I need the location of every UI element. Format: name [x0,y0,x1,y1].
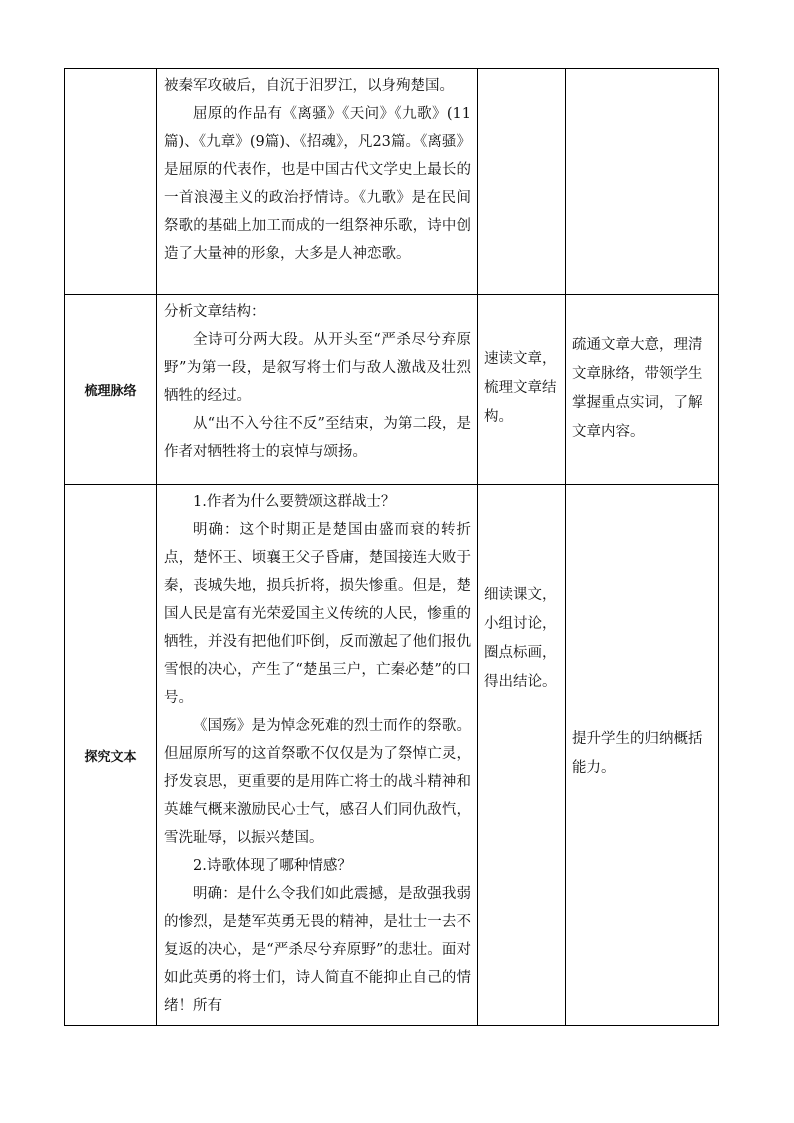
activity-text: 速读文章，梳理文章结构。 [484,351,557,425]
goal-cell [566,295,719,485]
activity-cell [478,69,566,295]
goal-text: 提升学生的归纳概括能力。 [572,731,703,776]
activity-text: 细读课文，小组讨论，圈点标画，得出结论。 [484,587,557,690]
content-paragraph: 明确：这个时期正是楚国由盛而衰的转折点，楚怀王、顷襄王父子昏庸，楚国接连大败于秦，丧城失地，损兵折将，损失惨重。但是，楚国人民是富有光荣爱国主义传统的人民，惨重的牺牲，并没有把他们吓倒，反而激起了他们报仇雪恨的决心，产生了“楚虽三户，亡秦必楚”的口号。 [164,522,471,706]
section-label-cell [65,485,157,1026]
activity-text [478,69,565,75]
goal-cell [566,69,719,295]
content-paragraph: 被秦军攻破后，自沉于汨罗江，以身殉楚国。 [164,78,454,94]
table-row [65,295,719,485]
goal-text: 疏通文章大意，理清文章脉络，带领学生掌握重点实词，了解文章内容。 [572,336,703,440]
content-paragraph: 明确：是什么令我们如此震撼，是敌强我弱的惨烈，是楚军英勇无畏的精神，是壮士一去不复返的决心，是“严杀尽兮弃原野”的悲壮。面对如此英勇的将士们，诗人简直不能抑止自己的情绪！所有 [164,886,471,1014]
content-paragraph: 《国殇》是为悼念死难的烈士而作的祭歌。但屈原所写的这首祭歌不仅仅是为了祭悼亡灵，抒发哀思，更重要的是用阵亡将士的战斗精神和英雄气概来激励民心士气，感召人们同仇敌忾，雪洗耻辱，以振兴楚国。 [164,718,471,846]
content-paragraph: 全诗可分两大段。从开头至“严杀尽兮弃原野”为第一段，是叙写将士们与敌人激战及壮烈牺牲的经过。 [164,332,471,404]
activity-cell [478,485,566,1026]
table-row [65,485,719,1026]
content-paragraph: 从“出不入兮往不反”至结束，为第二段，是作者对牺牲将士的哀悼与颂扬。 [164,416,471,460]
content-paragraph: 屈原的作品有《离骚》《天问》《九歌》(11篇)、《九章》(9篇)、《招魂》，凡23篇。《离骚》是屈原的代表作，也是中国古代文学史上最长的一首浪漫主义的政治抒情诗。《九歌》是在民间祭歌的基础上加工而成的一组祭神乐歌，诗中创造了大量神的形象，大多是人神恋歌。 [164,106,471,262]
goal-cell [566,485,719,1026]
content-cell [157,485,478,1026]
question-heading: 2.诗歌体现了哪种情感？ [193,858,352,874]
content-cell [157,69,478,295]
section-label: 探究文本 [84,749,137,765]
question-heading: 1.作者为什么要赞颂这群战士？ [193,494,396,510]
content-paragraph: 分析文章结构： [164,304,266,320]
goal-text [566,69,718,75]
lesson-plan-table [64,68,719,1026]
content-cell [157,295,478,485]
section-label-cell [65,69,157,295]
section-label: 梳理脉络 [84,384,137,399]
activity-cell [478,295,566,485]
table-row [65,69,719,295]
section-label-cell [65,295,157,485]
